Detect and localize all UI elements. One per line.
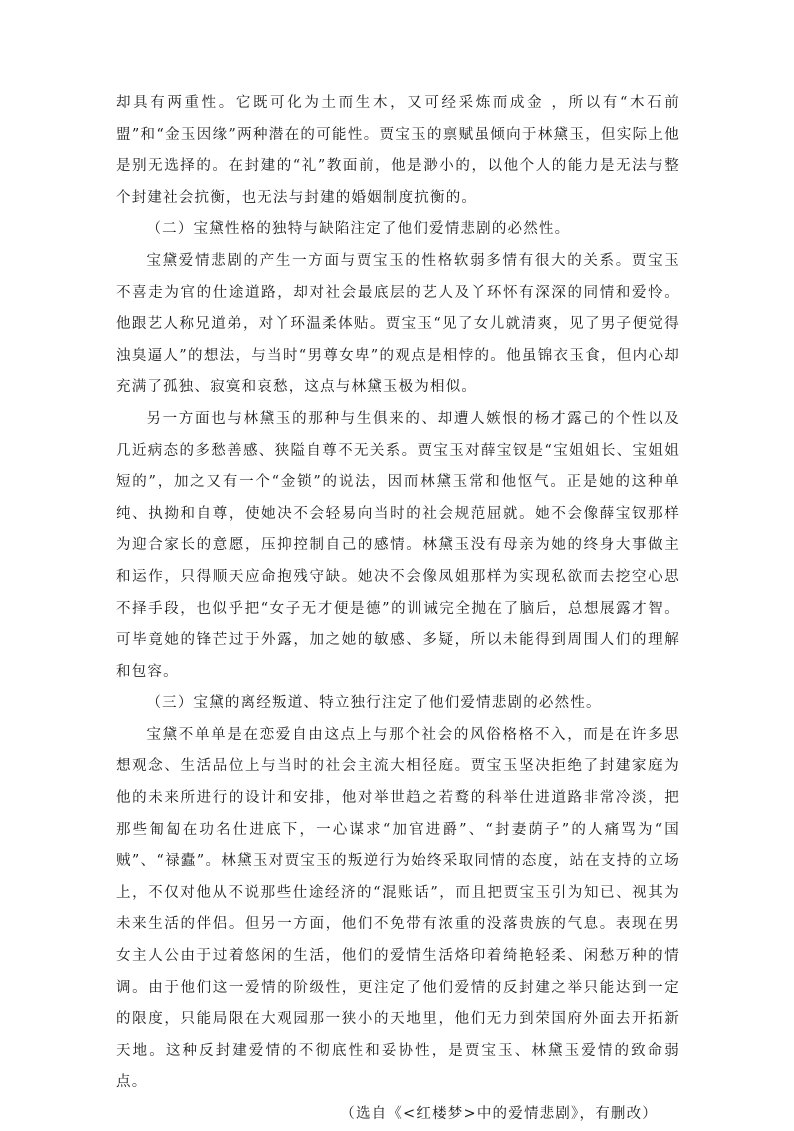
- section-heading-two: （二）宝黛性格的独特与缺陷注定了他们爱情悲剧的必然性。: [146, 221, 571, 238]
- paragraph: 宝黛爱情悲剧的产生一方面与贾宝玉的性格软弱多情有很大的关系。贾宝玉不喜走为官的仕途道路，却对社会最底层的艺人及丫环怀有深深的同情和爱怜。他跟艺人称兄道弟，对丫环温柔体贴。贾宝玉“见了女儿就清爽，见了男子便觉得浊臭逼人”的想法，与当时“男尊女卑”的观点是相悖的。他虽锦衣玉食，但内心却充满了孤独、寂寞和哀愁，这点与林黛玉极为相似。: [116, 252, 680, 396]
- paragraph: 宝黛不单单是在恋爱自由这点上与那个社会的风俗格格不入，而是在许多思想观念、生活品位上与当时的社会主流大相径庭。贾宝玉坚决拒绝了封建家庭为他的未来所进行的设计和安排，他对举世趋之若鹜的科举仕进道路非常冷淡，把那些匍匐在功名仕进底下，一心谋求“加官进爵”、“封妻荫子”的人痛骂为“国贼”、“禄蠹”。林黛玉对贾宝玉的叛逆行为始终采取同情的态度，站在支持的立场上，不仅对他从不说那些仕途经济的“混账话”，而且把贾宝玉引为知已、视其为未来生活的伴侣。但另一方面，他们不免带有浓重的没落贵族的气息。表现在男女主人公由于过着悠闲的生活，他们的爱情生活烙印着绮艳轻柔、闲愁万种的情调。由于他们这一爱情的阶级性，更注定了他们爱情的反封建之举只能达到一定的限度，只能局限在大观园那一狭小的天地里，他们无力到荣国府外面去开拓新天地。这种反封建爱情的不彻底性和妥协性，是贾宝玉、林黛玉爱情的致命弱点。: [116, 726, 680, 1091]
- section-heading-three: （三）宝黛的离经叛道、特立独行注定了他们爱情悲剧的必然性。: [146, 695, 602, 712]
- source-citation: （选自《<红楼梦>中的爱情悲剧》，有删改）: [340, 1106, 658, 1122]
- article-body: [116, 88, 680, 1131]
- paragraph: 另一方面也与林黛玉的那种与生俱来的、却遭人嫉恨的杨才露己的个性以及几近病态的多愁善感、狭隘自尊不无关系。贾宝玉对薛宝钗是“宝姐姐长、宝姐姐短的”，加之又有一个“金锁”的说法，因而林黛玉常和他怄气。正是她的这种单纯、执拗和自尊，使她决不会轻易向当时的社会规范屈就。她不会像薛宝钗那样为迎合家长的意愿，压抑控制自己的感情。林黛玉没有母亲为她的终身大事做主和运作，只得顺天应命抱残守缺。她决不会像凤姐那样为实现私欲而去挖空心思不择手段，也似乎把“女子无才便是德”的训诫完全抛在了脑后，总想展露才智。可毕竟她的锋芒过于外露，加之她的敏感、多疑，所以未能得到周围人们的理解和包容。: [116, 410, 680, 680]
- paragraph-continuation: 却具有两重性。它既可化为土而生木，又可经采炼而成金 ，所以有“木石前盟”和“金玉因缘”两种潜在的可能性。贾宝玉的禀赋虽倾向于林黛玉，但实际上他是别无选择的。在封建的“礼”教面前，他是渺小的，以他个人的能力是无法与整个封建社会抗衡，也无法与封建的婚姻制度抗衡的。: [116, 95, 680, 206]
